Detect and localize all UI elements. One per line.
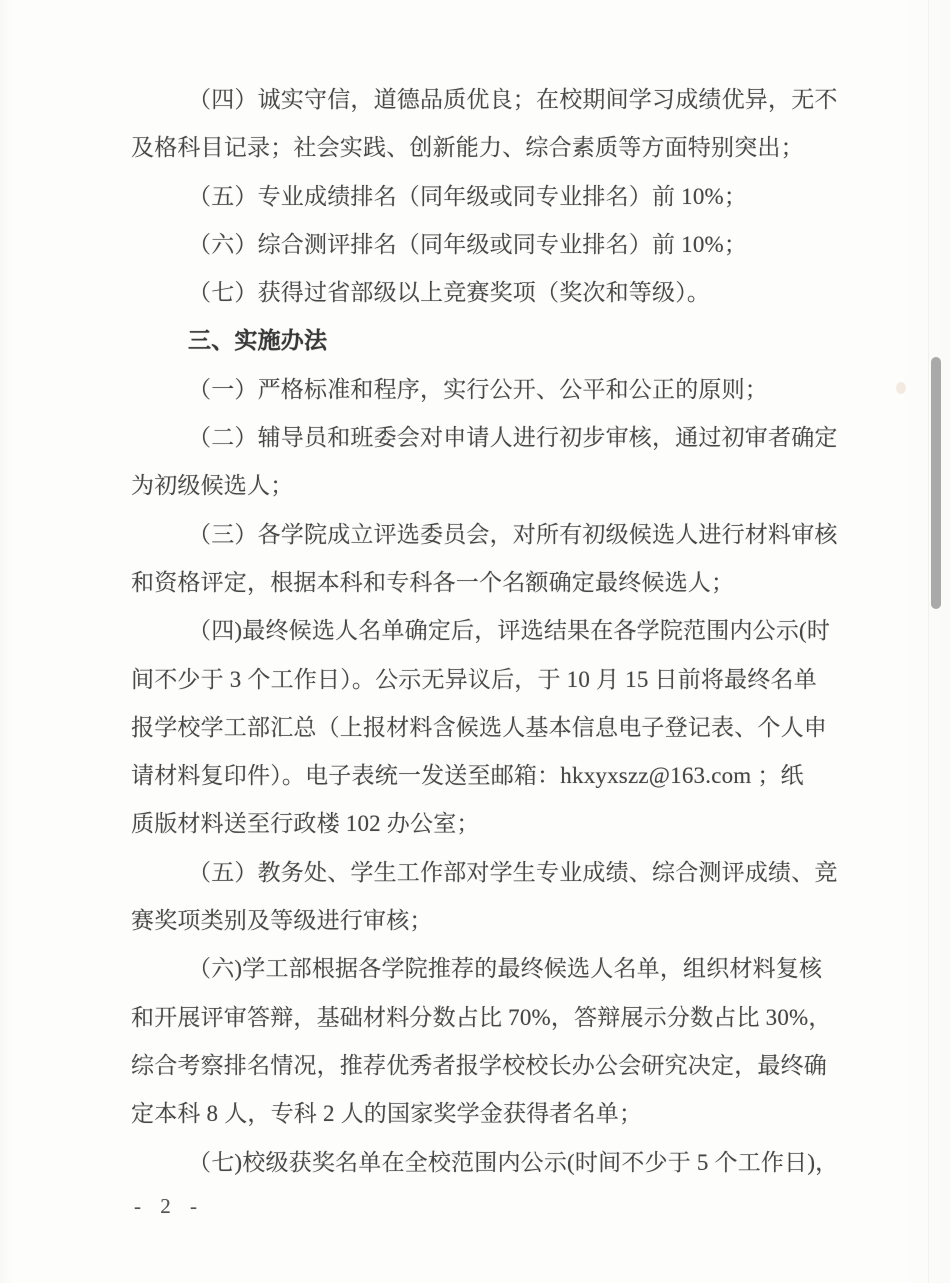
text-line: 间不少于 3 个工作日）。公示无异议后，于 10 月 15 日前将最终名单 <box>131 666 817 692</box>
text-line: 赛奖项类别及等级进行审核； <box>131 908 433 934</box>
text-line: （二）辅导员和班委会对申请人进行初步审核，通过初审者确定 <box>188 425 838 451</box>
text-line: （七)校级获奖名单在全校范围内公示(时间不少于 5 个工作日)， <box>188 1149 839 1175</box>
document-page <box>131 76 843 1187</box>
text-line: 质版材料送至行政楼 102 办公室； <box>131 811 480 837</box>
page-number: - 2 - <box>134 1194 204 1218</box>
scrollbar-thumb[interactable] <box>931 357 941 609</box>
text-line: （五）教务处、学生工作部对学生专业成绩、综合测评成绩、竞 <box>188 859 838 885</box>
text-line: 请材料复印件）。电子表统一发送至邮箱：hkxyxszz@163.com ；纸 <box>131 763 804 789</box>
scan-artifact <box>896 382 906 394</box>
text-line: （一）严格标准和程序，实行公开、公平和公正的原则； <box>188 376 768 402</box>
scrollbar-track[interactable] <box>928 0 944 1283</box>
text-line: （四）诚实守信，道德品质优良；在校期间学习成绩优异，无不 <box>188 87 838 112</box>
text-line: （七）获得过省部级以上竞赛奖项（奖次和等级）。 <box>188 280 711 306</box>
text-line: （三）各学院成立评选委员会，对所有初级候选人进行材料审核 <box>188 521 838 547</box>
text-line: 综合考察排名情况，推荐优秀者报学校校长办公会研究决定，最终确 <box>131 1052 827 1078</box>
text-line: （六)学工部根据各学院推荐的最终候选人名单，组织材料复核 <box>188 956 823 982</box>
text-line: （六）综合测评排名（同年级或同专业排名）前 10%； <box>188 231 748 257</box>
text-line: （四)最终候选人名单确定后，评选结果在各学院范围内公示(时 <box>188 618 831 644</box>
text-line: 及格科目记录；社会实践、创新能力、综合素质等方面特别突出； <box>131 135 804 161</box>
text-line: （五）专业成绩排名（同年级或同专业排名）前 10%； <box>188 183 748 209</box>
section-heading: 三、实施办法 <box>188 328 328 354</box>
text-line: 报学校学工部汇总（上报材料含候选人基本信息电子登记表、个人申 <box>131 714 827 740</box>
text-line: 和资格评定，根据本科和专科各一个名额确定最终候选人； <box>131 569 735 595</box>
text-line: 和开展评审答辩，基础材料分数占比 70%，答辩展示分数占比 30%， <box>131 1004 832 1030</box>
text-line: 为初级候选人； <box>131 473 294 499</box>
text-line: 定本科 8 人，专科 2 人的国家奖学金获得者名单； <box>131 1101 643 1127</box>
